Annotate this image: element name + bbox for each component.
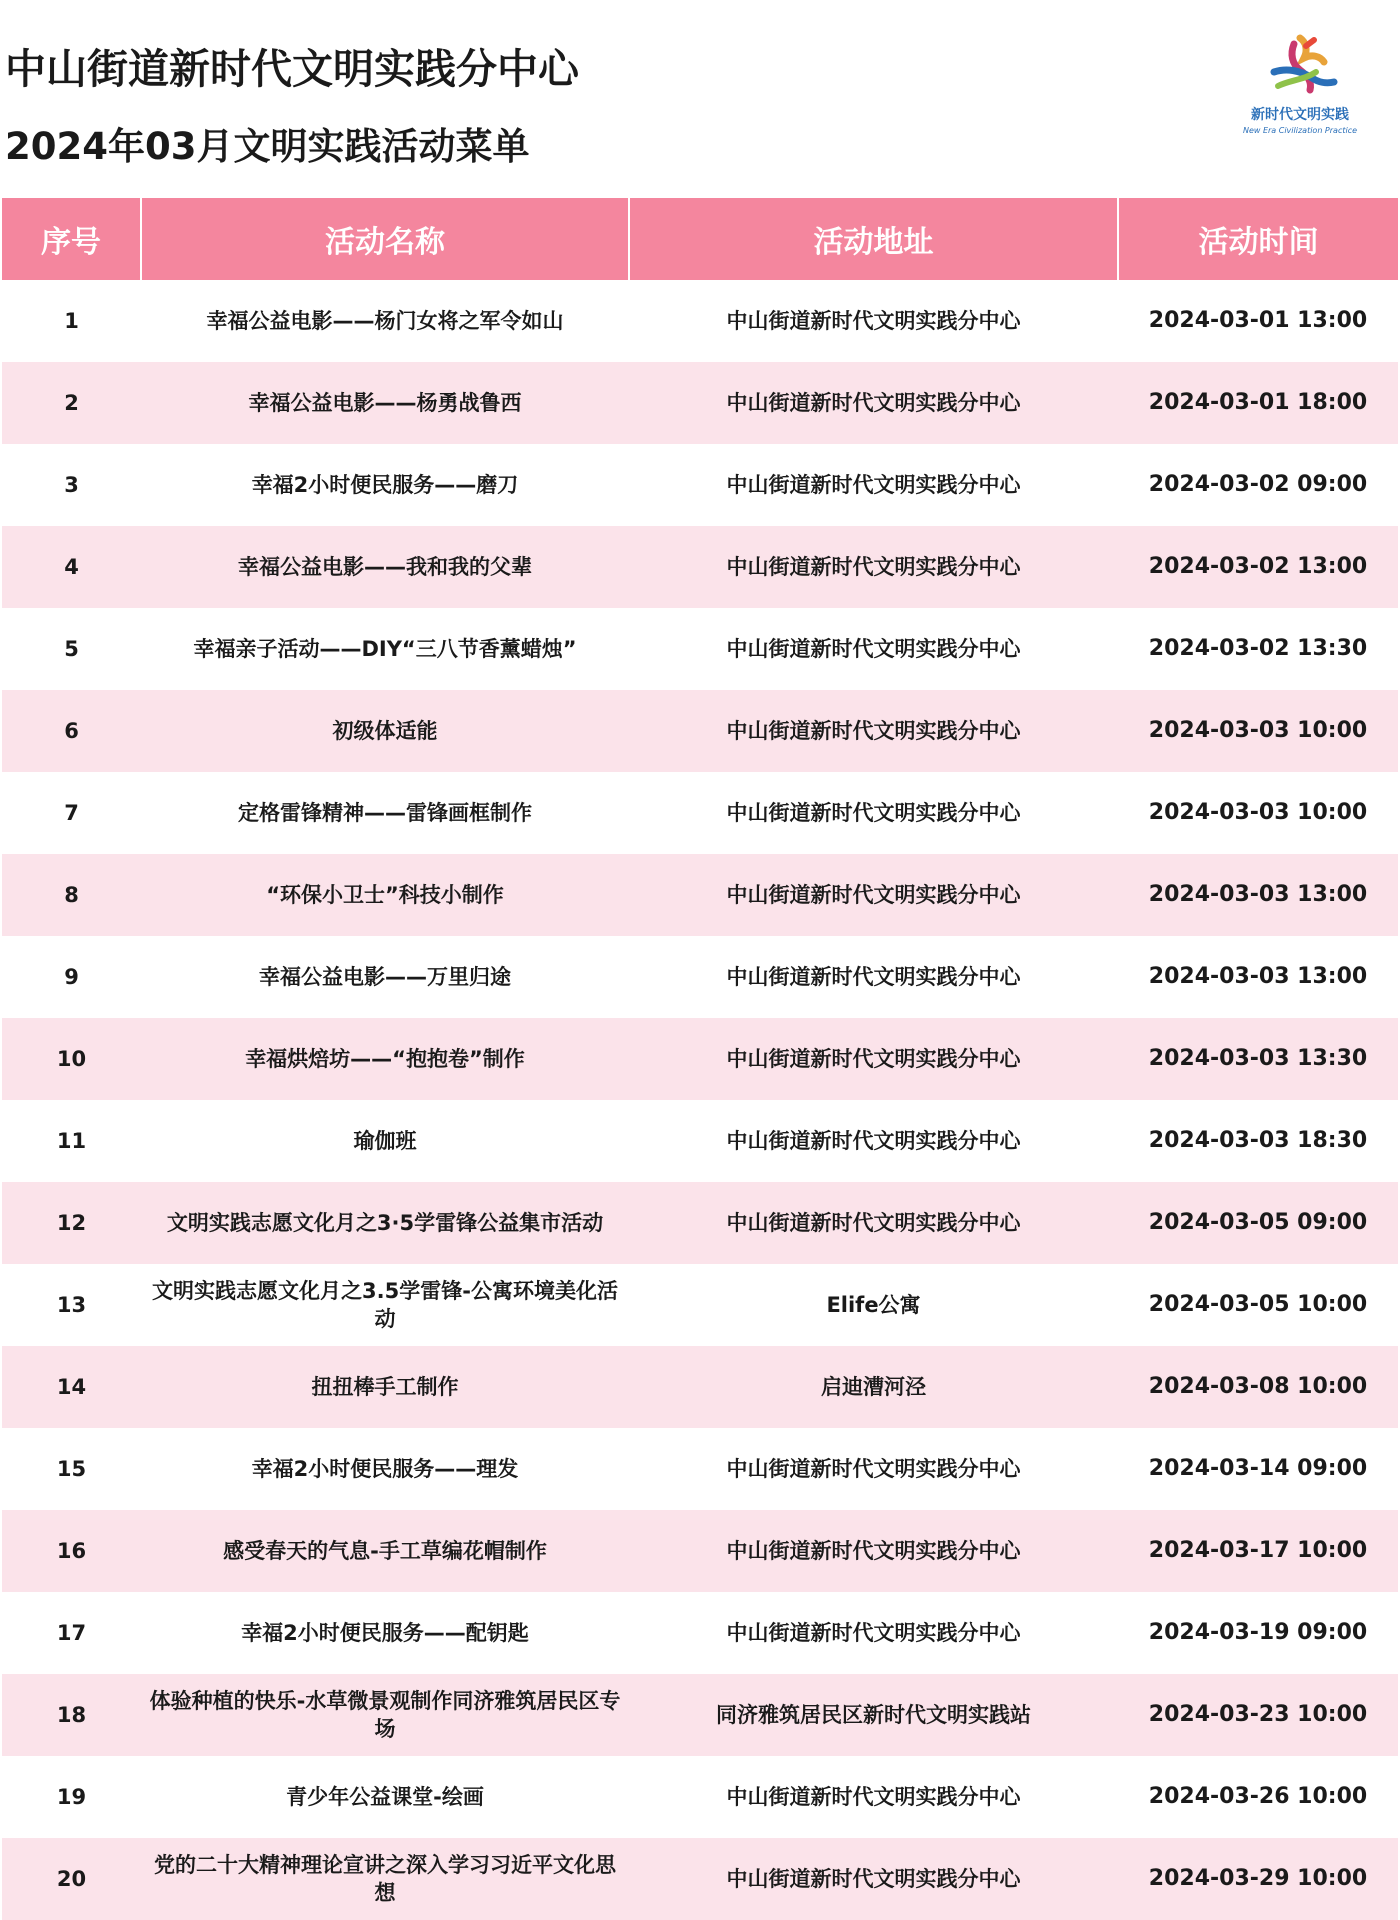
table-row [2, 1756, 1398, 1838]
activity-address: 同济雅筑居民区新时代文明实践站 [629, 1674, 1118, 1756]
row-number: 10 [2, 1018, 141, 1100]
activity-name: 感受春天的气息-手工草编花帽制作 [141, 1510, 629, 1592]
activity-name: 青少年公益课堂-绘画 [141, 1756, 629, 1838]
activity-address: 中山街道新时代文明实践分中心 [629, 1428, 1118, 1510]
row-number: 9 [2, 936, 141, 1018]
row-number: 19 [2, 1756, 141, 1838]
row-number: 6 [2, 690, 141, 772]
activity-address: Elife公寓 [629, 1264, 1118, 1346]
activity-address: 中山街道新时代文明实践分中心 [629, 1756, 1118, 1838]
activity-name: 体验种植的快乐-水草微景观制作同济雅筑居民区专场 [141, 1674, 629, 1756]
activity-time: 2024-03-02 09:00 [1118, 444, 1398, 526]
activity-name: 幸福2小时便民服务——配钥匙 [141, 1592, 629, 1674]
activity-address: 中山街道新时代文明实践分中心 [629, 526, 1118, 608]
column-header-activity-name: 活动名称 [141, 198, 629, 280]
activity-time: 2024-03-08 10:00 [1118, 1346, 1398, 1428]
civilization-practice-logo-icon [1260, 32, 1340, 102]
activity-address: 中山街道新时代文明实践分中心 [629, 280, 1118, 362]
page-title: 中山街道新时代文明实践分中心 [5, 45, 579, 93]
activity-address: 中山街道新时代文明实践分中心 [629, 362, 1118, 444]
activity-time: 2024-03-03 13:30 [1118, 1018, 1398, 1100]
table-row [2, 936, 1398, 1018]
activity-address: 中山街道新时代文明实践分中心 [629, 936, 1118, 1018]
activity-time: 2024-03-03 13:00 [1118, 936, 1398, 1018]
table-row [2, 1510, 1398, 1592]
activity-name: 幸福烘焙坊——“抱抱卷”制作 [141, 1018, 629, 1100]
activity-address: 启迪漕河泾 [629, 1346, 1118, 1428]
activity-address: 中山街道新时代文明实践分中心 [629, 608, 1118, 690]
table-row [2, 1346, 1398, 1428]
activity-time: 2024-03-03 10:00 [1118, 772, 1398, 854]
table-row [2, 1674, 1398, 1756]
activity-time: 2024-03-02 13:00 [1118, 526, 1398, 608]
table-row [2, 772, 1398, 854]
activity-name: 幸福2小时便民服务——理发 [141, 1428, 629, 1510]
activity-time: 2024-03-03 10:00 [1118, 690, 1398, 772]
activity-time: 2024-03-05 10:00 [1118, 1264, 1398, 1346]
row-number: 20 [2, 1838, 141, 1920]
activity-address: 中山街道新时代文明实践分中心 [629, 1510, 1118, 1592]
activity-time: 2024-03-26 10:00 [1118, 1756, 1398, 1838]
logo-text-en: New Era Civilization Practice [1242, 126, 1358, 135]
activity-address: 中山街道新时代文明实践分中心 [629, 1018, 1118, 1100]
activity-address: 中山街道新时代文明实践分中心 [629, 1182, 1118, 1264]
activity-name: 定格雷锋精神——雷锋画框制作 [141, 772, 629, 854]
table-row [2, 362, 1398, 444]
page-header [0, 0, 1400, 198]
row-number: 12 [2, 1182, 141, 1264]
activity-name: 文明实践志愿文化月之3.5学雷锋-公寓环境美化活动 [141, 1264, 629, 1346]
activity-name: 幸福公益电影——万里归途 [141, 936, 629, 1018]
activity-table [2, 198, 1398, 1920]
logo-text-cn: 新时代文明实践 [1251, 107, 1349, 123]
row-number: 18 [2, 1674, 141, 1756]
activity-name: 初级体适能 [141, 690, 629, 772]
row-number: 4 [2, 526, 141, 608]
activity-name: 幸福公益电影——我和我的父辈 [141, 526, 629, 608]
activity-address: 中山街道新时代文明实践分中心 [629, 690, 1118, 772]
column-header-activity-address: 活动地址 [629, 198, 1118, 280]
column-header-number: 序号 [2, 198, 141, 280]
activity-time: 2024-03-03 18:30 [1118, 1100, 1398, 1182]
activity-name: 扭扭棒手工制作 [141, 1346, 629, 1428]
row-number: 1 [2, 280, 141, 362]
table-row [2, 854, 1398, 936]
row-number: 17 [2, 1592, 141, 1674]
activity-name: 幸福公益电影——杨门女将之军令如山 [141, 280, 629, 362]
activity-name: 瑜伽班 [141, 1100, 629, 1182]
activity-address: 中山街道新时代文明实践分中心 [629, 854, 1118, 936]
row-number: 11 [2, 1100, 141, 1182]
table-row [2, 444, 1398, 526]
activity-address: 中山街道新时代文明实践分中心 [629, 444, 1118, 526]
row-number: 13 [2, 1264, 141, 1346]
row-number: 3 [2, 444, 141, 526]
activity-time: 2024-03-19 09:00 [1118, 1592, 1398, 1674]
activity-address: 中山街道新时代文明实践分中心 [629, 1838, 1118, 1920]
activity-time: 2024-03-14 09:00 [1118, 1428, 1398, 1510]
table-row [2, 608, 1398, 690]
row-number: 8 [2, 854, 141, 936]
column-header-activity-time: 活动时间 [1118, 198, 1398, 280]
row-number: 2 [2, 362, 141, 444]
table-row [2, 526, 1398, 608]
row-number: 16 [2, 1510, 141, 1592]
activity-address: 中山街道新时代文明实践分中心 [629, 1592, 1118, 1674]
activity-time: 2024-03-03 13:00 [1118, 854, 1398, 936]
row-number: 5 [2, 608, 141, 690]
table-row [2, 1838, 1398, 1920]
table-row [2, 1264, 1398, 1346]
table-row [2, 1428, 1398, 1510]
activity-time: 2024-03-17 10:00 [1118, 1510, 1398, 1592]
table-row [2, 690, 1398, 772]
table-row [2, 1018, 1398, 1100]
table-row [2, 1100, 1398, 1182]
activity-name: 幸福亲子活动——DIY“三八节香薰蜡烛” [141, 608, 629, 690]
activity-name: 幸福公益电影——杨勇战鲁西 [141, 362, 629, 444]
activity-name: “环保小卫士”科技小制作 [141, 854, 629, 936]
activity-name: 幸福2小时便民服务——磨刀 [141, 444, 629, 526]
activity-time: 2024-03-29 10:00 [1118, 1838, 1398, 1920]
page-subtitle: 2024年03月文明实践活动菜单 [5, 125, 530, 168]
activity-address: 中山街道新时代文明实践分中心 [629, 772, 1118, 854]
table-row [2, 1182, 1398, 1264]
activity-time: 2024-03-23 10:00 [1118, 1674, 1398, 1756]
row-number: 7 [2, 772, 141, 854]
activity-name: 党的二十大精神理论宣讲之深入学习习近平文化思想 [141, 1838, 629, 1920]
table-row [2, 1592, 1398, 1674]
activity-time: 2024-03-05 09:00 [1118, 1182, 1398, 1264]
activity-time: 2024-03-01 13:00 [1118, 280, 1398, 362]
activity-time: 2024-03-01 18:00 [1118, 362, 1398, 444]
table-header-row [2, 198, 1398, 280]
row-number: 14 [2, 1346, 141, 1428]
logo [1230, 32, 1370, 148]
table-row [2, 280, 1398, 362]
activity-name: 文明实践志愿文化月之3·5学雷锋公益集市活动 [141, 1182, 629, 1264]
activity-address: 中山街道新时代文明实践分中心 [629, 1100, 1118, 1182]
row-number: 15 [2, 1428, 141, 1510]
activity-time: 2024-03-02 13:30 [1118, 608, 1398, 690]
